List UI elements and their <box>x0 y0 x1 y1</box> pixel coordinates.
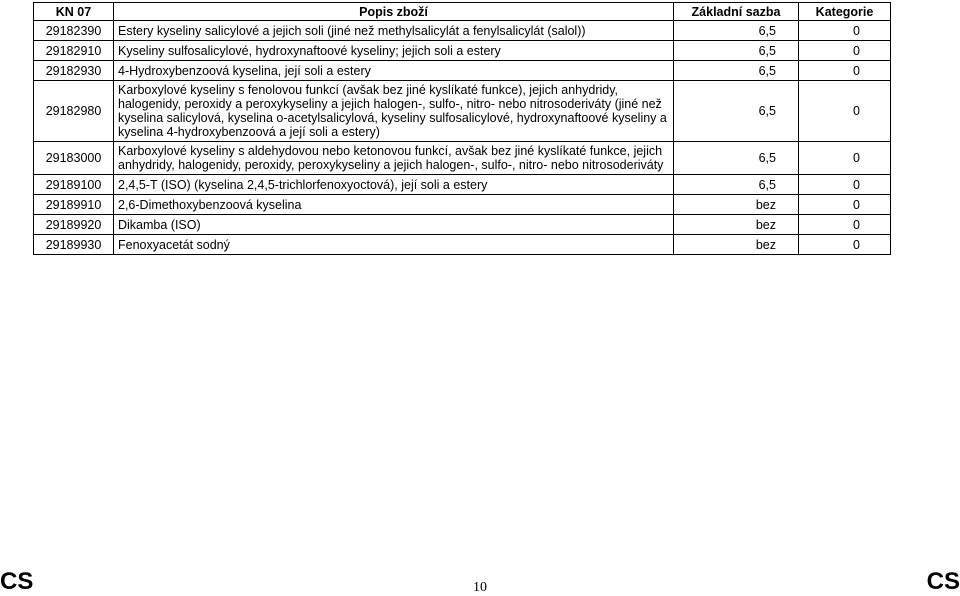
cell-category: 0 <box>799 195 891 215</box>
header-description: Popis zboží <box>114 3 674 21</box>
cell-description: Kyseliny sulfosalicylové, hydroxynaftoové kyseliny; jejich soli a estery <box>114 41 674 61</box>
cell-category: 0 <box>799 81 891 142</box>
header-code: KN 07 <box>34 3 114 21</box>
table-row <box>34 61 891 81</box>
cell-description: Karboxylové kyseliny s aldehydovou nebo ketonovou funkcí, avšak bez jiné kyslíkaté funkce, jejich anhydridy, halogenidy, peroxidy, peroxykyseliny a jejich halogen-, sulfo-, nitro- nebo nitrosoderiváty <box>114 142 674 175</box>
cell-code: 29189930 <box>34 235 114 255</box>
cell-description: 2,6-Dimethoxybenzoová kyselina <box>114 195 674 215</box>
footer-language-mark-right: CS <box>926 568 960 595</box>
cell-category: 0 <box>799 41 891 61</box>
cell-code: 29182980 <box>34 81 114 142</box>
table-row <box>34 215 891 235</box>
cell-code: 29189920 <box>34 215 114 235</box>
cell-category: 0 <box>799 175 891 195</box>
cell-code: 29189100 <box>34 175 114 195</box>
table-header-row <box>34 3 891 21</box>
cell-rate: 6,5 <box>674 142 799 175</box>
table-row <box>34 195 891 215</box>
cell-rate: 6,5 <box>674 81 799 142</box>
cell-code: 29183000 <box>34 142 114 175</box>
cell-description: 4-Hydroxybenzoová kyselina, její soli a estery <box>114 61 674 81</box>
cell-rate: bez <box>674 195 799 215</box>
tariff-table <box>33 2 891 255</box>
cell-rate: 6,5 <box>674 41 799 61</box>
table-row <box>34 142 891 175</box>
cell-code: 29182930 <box>34 61 114 81</box>
table-row <box>34 41 891 61</box>
cell-description: 2,4,5-T (ISO) (kyselina 2,4,5-trichlorfenoxyoctová), její soli a estery <box>114 175 674 195</box>
cell-code: 29189910 <box>34 195 114 215</box>
cell-category: 0 <box>799 235 891 255</box>
table-row <box>34 81 891 142</box>
cell-rate: 6,5 <box>674 61 799 81</box>
cell-rate: 6,5 <box>674 21 799 41</box>
table-row <box>34 235 891 255</box>
cell-description: Estery kyseliny salicylové a jejich soli (jiné než methylsalicylát a fenylsalicylát (salol)) <box>114 21 674 41</box>
cell-category: 0 <box>799 215 891 235</box>
cell-rate: bez <box>674 215 799 235</box>
cell-description: Dikamba (ISO) <box>114 215 674 235</box>
cell-rate: 6,5 <box>674 175 799 195</box>
header-rate: Základní sazba <box>674 3 799 21</box>
cell-category: 0 <box>799 21 891 41</box>
cell-category: 0 <box>799 61 891 81</box>
cell-code: 29182910 <box>34 41 114 61</box>
cell-rate: bez <box>674 235 799 255</box>
cell-code: 29182390 <box>34 21 114 41</box>
footer-language-mark-left: CS <box>0 568 34 595</box>
cell-description: Fenoxyacetát sodný <box>114 235 674 255</box>
cell-category: 0 <box>799 142 891 175</box>
table-row <box>34 21 891 41</box>
table-row <box>34 175 891 195</box>
page-number: 10 <box>473 580 487 595</box>
cell-description: Karboxylové kyseliny s fenolovou funkcí (avšak bez jiné kyslíkaté funkce), jejich anhydridy, halogenidy, peroxidy a peroxykyseliny a jejich halogen-, sulfo-, nitro- nebo nitrosoderiváty (jiné než kyselina salicylová, kyselina o-acetylsalicylová, kyseliny sulfosalicylové, hydroxynaftoové kyseliny a kyselina 4-hydroxybenzoová a její soli a estery) <box>114 81 674 142</box>
header-category: Kategorie <box>799 3 891 21</box>
